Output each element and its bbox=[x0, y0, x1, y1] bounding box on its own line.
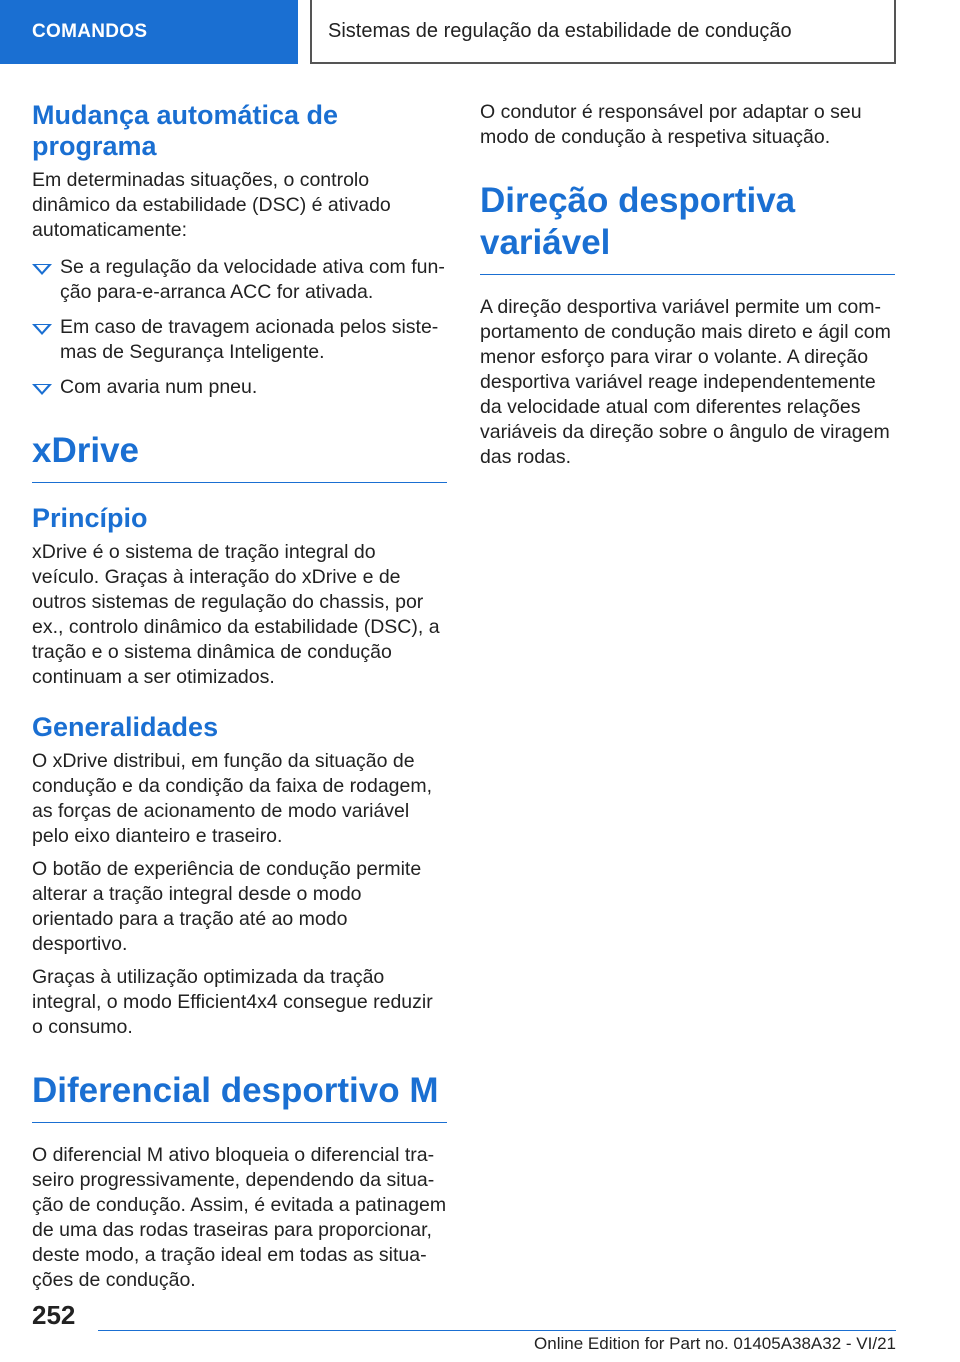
xdrive-heading: xDrive bbox=[32, 430, 447, 483]
auto-program-heading: Mudança automática de programa bbox=[32, 100, 339, 161]
chapter-title: Sistemas de regulação da estabilidade de condução bbox=[310, 0, 896, 64]
list-item bbox=[32, 375, 447, 400]
m-diff-text: O diferencial M ativo bloqueia o diferencial traseiro progressivamente, dependendo da situação de condução. Assim, é evitada a patinagem de uma das rodas traseiras para proporcionar, deste modo, a tração ideal em todas as situações de condução. bbox=[32, 1144, 447, 1291]
sport-steering-text: A direção desportiva variável permite um comportamento de condução mais direto e ágil com menor esforço para virar o volante. A direção desportiva variável reage independentemente da velocidade atual com diferentes relações variáveis da direção sobre o ângulo de viragem das rodas. bbox=[480, 296, 891, 468]
general-paragraph: O xDrive distribui, em função da situação de condução e da condição da faixa de rodagem, as forças de acionamento de modo variável pelo eixo dianteiro e traseiro. bbox=[32, 750, 433, 847]
general-paragraph: Graças à utilização optimizada da tração integral, o modo Efficient4x4 consegue reduzir o consumo. bbox=[32, 966, 433, 1038]
section-tab: COMANDOS bbox=[0, 0, 298, 64]
general-paragraph: O botão de experiência de condução permite alterar a tração integral desde o modo orientado para a tração até ao modo desportivo. bbox=[32, 858, 422, 955]
m-diff-heading: Diferencial desportivo M bbox=[32, 1070, 447, 1123]
footer-divider bbox=[98, 1330, 896, 1331]
list-item-text: Se a regulação da velocidade ativa com função para-e-arranca ACC for ativada. bbox=[60, 256, 445, 303]
right-column bbox=[480, 100, 895, 478]
triangle-bullet-icon bbox=[32, 384, 52, 395]
continuation-text: O condutor é responsável por adaptar o seu modo de condução à respetiva situação. bbox=[480, 101, 862, 148]
list-item-text: Em caso de travagem acionada pelos sistemas de Segurança Inteligente. bbox=[60, 316, 439, 363]
auto-program-intro: Em determinadas situações, o controlo dinâmico da estabilidade (DSC) é ativado automaticamente: bbox=[32, 169, 391, 241]
left-column bbox=[32, 100, 447, 1301]
edition-text: Online Edition for Part no. 01405A38A32 - VI/21 bbox=[534, 1334, 896, 1353]
sport-steering-heading: Direção desportiva variável bbox=[480, 180, 895, 275]
list-item bbox=[32, 315, 447, 365]
triangle-bullet-icon bbox=[32, 324, 52, 335]
page-number: 252 bbox=[32, 1300, 76, 1330]
list-item-text: Com avaria num pneu. bbox=[60, 376, 258, 398]
principle-text: xDrive é o sistema de tração integral do veículo. Graças à interação do xDrive e de outros sistemas de regulação do chassis, por ex., controlo dinâmico da estabilidade (DSC), a tração e o sistema dinâmica de condução continuam a ser otimizados. bbox=[32, 541, 440, 688]
triangle-bullet-icon bbox=[32, 264, 52, 275]
list-item bbox=[32, 255, 447, 305]
principle-heading: Princípio bbox=[32, 503, 148, 533]
general-heading: Generalidades bbox=[32, 712, 219, 742]
auto-program-list bbox=[32, 255, 447, 400]
